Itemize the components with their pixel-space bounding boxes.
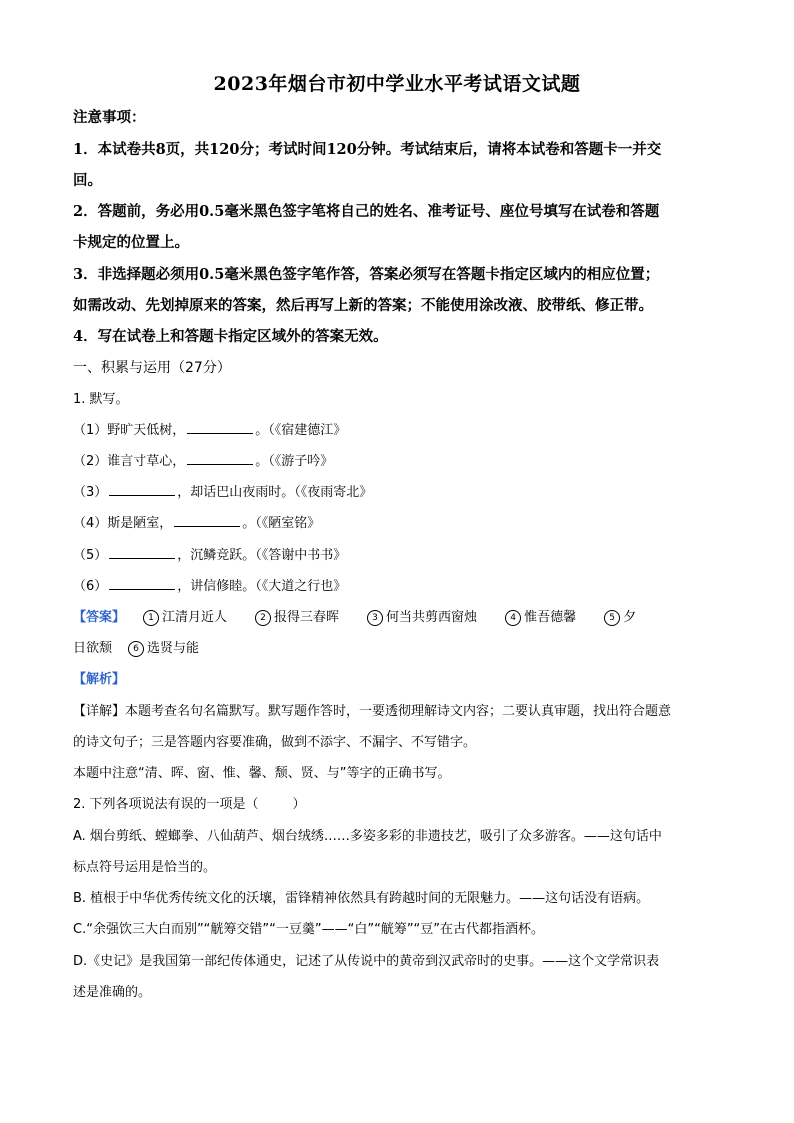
answer-blank [187,450,253,465]
dictation-suffix: ，沉鳞竞跃。（《答谢中书书》 [177,548,347,563]
answer-item [255,610,339,625]
detail-line: 本题中注意“清、晖、窗、惟、馨、颓、贤、与”等字的正确书写。 [73,766,451,781]
answer-blank [109,544,175,559]
dictation-prefix: （2）谁言寸草心， [73,454,186,469]
answer-line [73,606,733,630]
answer-blank [187,419,253,434]
option-line: 述是准确的。 [73,985,152,1000]
notice-heading: 注意事项： [73,109,146,126]
dictation-item [73,512,733,536]
circled-number: 1 [143,610,159,626]
detail-text: 本题考查名句名篇默写。默写题作答时，一要透彻理解诗文内容；二要认真审题，找出符合题意 [125,704,672,719]
analysis-tag: 【解析】 [73,672,126,687]
analysis-line [73,668,733,692]
dictation-prefix: （3） [73,485,108,500]
answer-text: 夕 [623,610,637,625]
detail-line: 的诗文句子；三是答题内容要准确，做到不添字、不漏字、不写错字。 [73,735,477,750]
answer-blank [174,512,240,527]
circled-number: 3 [367,610,383,626]
circled-number: 2 [255,610,271,626]
dictation-suffix: 。（《游子吟》 [255,454,334,469]
detail-line [73,700,733,724]
dictation-item [73,575,733,599]
notice-line: 3．非选择题必须用0.5毫米黑色签字笔作答，答案必须写在答题卡指定区域内的相应位置； [73,266,660,283]
answer-text: 何当共剪西窗烛 [386,610,478,625]
dictation-suffix: ，却话巴山夜雨时。（《夜雨寄北》 [177,485,373,500]
notice-line: 如需改动、先划掉原来的答案，然后再写上新的答案；不能使用涂改液、胶带纸、修正带。 [73,297,653,314]
answer-text: 江清月近人 [162,610,228,625]
answer-item [505,610,576,625]
notice-line: 回。 [73,172,102,189]
notice-line: 1．本试卷共8页，共120分；考试时间120分钟。考试结束后，请将本试卷和答题卡一并交 [73,141,662,158]
answer-text: 日欲颓 [73,641,113,656]
dictation-suffix: 。（《陋室铭》 [242,516,321,531]
circled-number: 5 [604,610,620,626]
answer-item [367,610,477,625]
circled-number: 6 [128,641,144,657]
page-title: 2023年烟台市初中学业水平考试语文试题 [213,73,581,95]
dictation-prefix: （6） [73,579,108,594]
option-line: B. 植根于中华优秀传统文化的沃壤，雷锋精神依然具有跨越时间的无限魅力。——这句话没有语病。 [73,891,650,906]
option-line: D.《史记》是我国第一部纪传体通史，记述了从传说中的黄帝到汉武帝时的史事。——这个文学常识表 [73,954,660,969]
dictation-suffix: 。（《宿建德江》 [255,423,347,438]
dictation-item [73,544,733,568]
dictation-prefix: （5） [73,548,108,563]
answer-item [604,610,636,625]
dictation-suffix: ，讲信修睦。（《大道之行也》 [177,579,347,594]
answer-blank [109,481,175,496]
dictation-prefix: （4）斯是陋室， [73,516,173,531]
question-stem-text: 2. 下列各项说法有误的一项是（ [73,797,259,812]
question-stem: 1. 默写。 [73,392,129,407]
answer-text: 选贤与能 [147,641,200,656]
dictation-item [73,419,733,443]
dictation-item [73,450,733,474]
answer-blank [109,575,175,590]
section-heading: 一、积累与运用（27分） [73,360,231,376]
answer-tag: 【答案】 [73,610,126,625]
dictation-prefix: （1）野旷天低树， [73,423,186,438]
answer-text: 惟吾德馨 [524,610,577,625]
notice-line: 4．写在试卷上和答题卡指定区域外的答案无效。 [73,328,388,345]
option-line: C.“余强饮三大白而别”“觥筹交错”“一豆羹”——“白”“觥筹”“豆”在古代都指酒杯。 [73,922,545,937]
circled-number: 4 [505,610,521,626]
notice-line: 2．答题前，务必用0.5毫米黑色签字笔将自己的姓名、准考证号、座位号填写在试卷和答题 [73,203,660,220]
detail-tag: 【详解】 [73,704,126,719]
notice-line: 卡规定的位置上。 [73,234,189,251]
dictation-item [73,481,733,505]
answer-item [143,610,227,625]
question-stem-end: ） [292,797,306,812]
answer-text: 报得三春晖 [274,610,340,625]
answer-line [73,637,733,661]
question-stem [73,793,733,817]
option-line: A. 烟台剪纸、螳螂拳、八仙葫芦、烟台绒绣……多姿多彩的非遗技艺，吸引了众多游客。——这句话中 [73,829,662,844]
option-line: 标点符号运用是恰当的。 [73,860,217,875]
